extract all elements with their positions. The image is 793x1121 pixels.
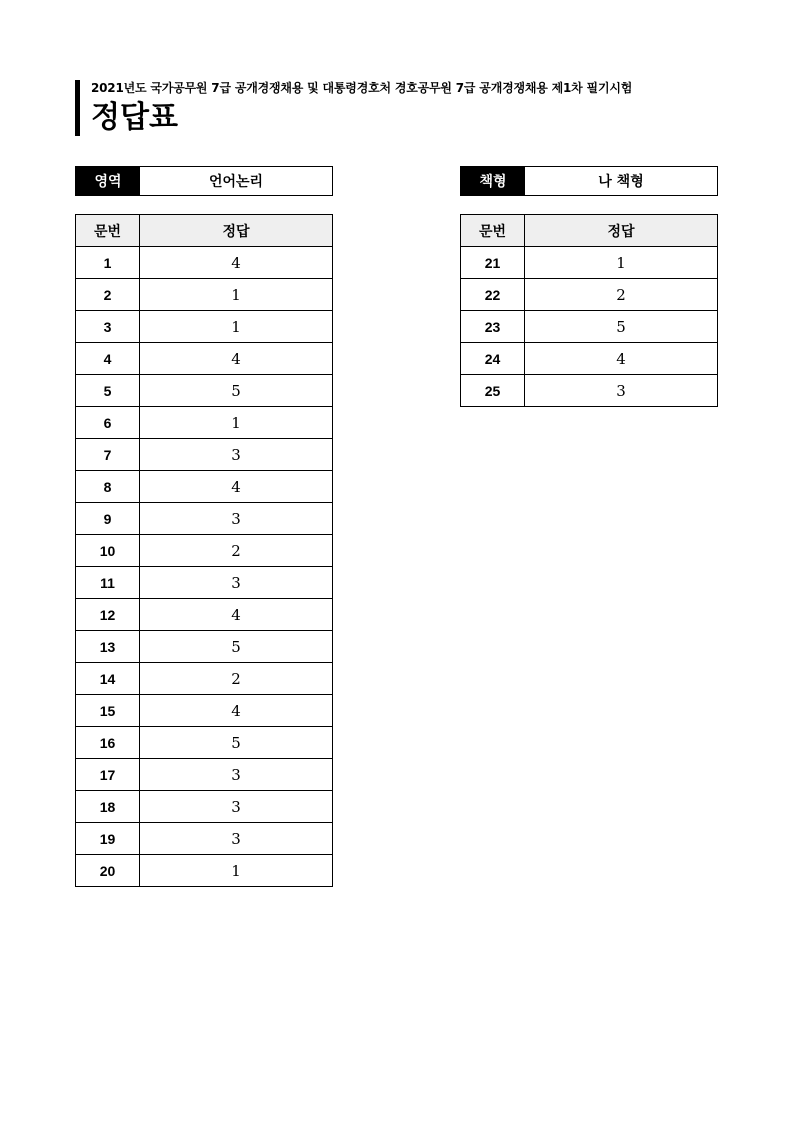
table-row — [461, 343, 718, 375]
question-number: 1 — [76, 247, 140, 279]
question-number: 5 — [76, 375, 140, 407]
header-accent-bar — [75, 80, 80, 136]
question-number: 22 — [461, 279, 525, 311]
answer-value: 4 — [140, 471, 333, 503]
table-row — [76, 503, 333, 535]
answer-value: 4 — [140, 247, 333, 279]
table-row — [76, 311, 333, 343]
answer-value: 5 — [140, 631, 333, 663]
question-number: 9 — [76, 503, 140, 535]
answer-value: 2 — [140, 535, 333, 567]
answer-value: 5 — [525, 311, 718, 343]
area-label: 영역 — [76, 167, 140, 195]
table-row — [76, 695, 333, 727]
table-row — [461, 311, 718, 343]
booklet-label: 책형 — [461, 167, 525, 195]
answer-value: 1 — [525, 247, 718, 279]
answer-value: 4 — [140, 599, 333, 631]
question-number: 19 — [76, 823, 140, 855]
header-answer: 정답 — [525, 215, 718, 247]
question-number: 10 — [76, 535, 140, 567]
table-row — [76, 631, 333, 663]
question-number: 11 — [76, 567, 140, 599]
answer-value: 3 — [140, 791, 333, 823]
booklet-value: 나 책형 — [598, 174, 644, 190]
answer-value: 4 — [140, 695, 333, 727]
exam-subtitle: 2021년도 국가공무원 7급 공개경쟁채용 및 대통령경호처 경호공무원 7급 공개경쟁채용 제1차 필기시험 — [91, 81, 633, 95]
question-number: 8 — [76, 471, 140, 503]
answer-value: 3 — [140, 759, 333, 791]
answer-value: 1 — [140, 311, 333, 343]
question-number: 13 — [76, 631, 140, 663]
table-row — [76, 439, 333, 471]
question-number: 18 — [76, 791, 140, 823]
answer-value: 2 — [140, 663, 333, 695]
table-row — [76, 247, 333, 279]
table-row — [76, 759, 333, 791]
table-row — [76, 375, 333, 407]
table-row — [76, 791, 333, 823]
answer-table-left — [75, 214, 333, 887]
question-number: 20 — [76, 855, 140, 887]
table-header-row — [461, 215, 718, 247]
table-row — [76, 471, 333, 503]
header-number: 문번 — [461, 215, 525, 247]
table-row — [461, 375, 718, 407]
table-row — [76, 407, 333, 439]
question-number: 23 — [461, 311, 525, 343]
answer-value: 4 — [140, 343, 333, 375]
question-number: 21 — [461, 247, 525, 279]
answer-value: 5 — [140, 727, 333, 759]
answer-value: 5 — [140, 375, 333, 407]
page-title: 정답표 — [91, 100, 178, 135]
table-row — [76, 599, 333, 631]
answer-value: 3 — [140, 823, 333, 855]
answer-value: 3 — [525, 375, 718, 407]
area-value: 언어논리 — [208, 174, 264, 190]
answer-value: 2 — [525, 279, 718, 311]
question-number: 12 — [76, 599, 140, 631]
question-number: 15 — [76, 695, 140, 727]
table-row — [76, 855, 333, 887]
question-number: 4 — [76, 343, 140, 375]
table-row — [76, 343, 333, 375]
table-row — [461, 279, 718, 311]
question-number: 14 — [76, 663, 140, 695]
answer-value: 3 — [140, 567, 333, 599]
question-number: 25 — [461, 375, 525, 407]
answer-value: 1 — [140, 407, 333, 439]
answer-value: 1 — [140, 279, 333, 311]
table-row — [461, 247, 718, 279]
answer-table-right — [460, 214, 718, 407]
table-row — [76, 567, 333, 599]
answer-value: 4 — [525, 343, 718, 375]
answer-value: 3 — [140, 439, 333, 471]
question-number: 7 — [76, 439, 140, 471]
table-row — [76, 663, 333, 695]
question-number: 17 — [76, 759, 140, 791]
question-number: 2 — [76, 279, 140, 311]
answer-value: 1 — [140, 855, 333, 887]
booklet-info-box — [460, 166, 718, 196]
header-answer: 정답 — [140, 215, 333, 247]
header-number: 문번 — [76, 215, 140, 247]
question-number: 16 — [76, 727, 140, 759]
table-header-row — [76, 215, 333, 247]
question-number: 6 — [76, 407, 140, 439]
question-number: 3 — [76, 311, 140, 343]
question-number: 24 — [461, 343, 525, 375]
area-info-box — [75, 166, 333, 196]
table-row — [76, 279, 333, 311]
table-row — [76, 535, 333, 567]
table-row — [76, 823, 333, 855]
answer-value: 3 — [140, 503, 333, 535]
table-row — [76, 727, 333, 759]
